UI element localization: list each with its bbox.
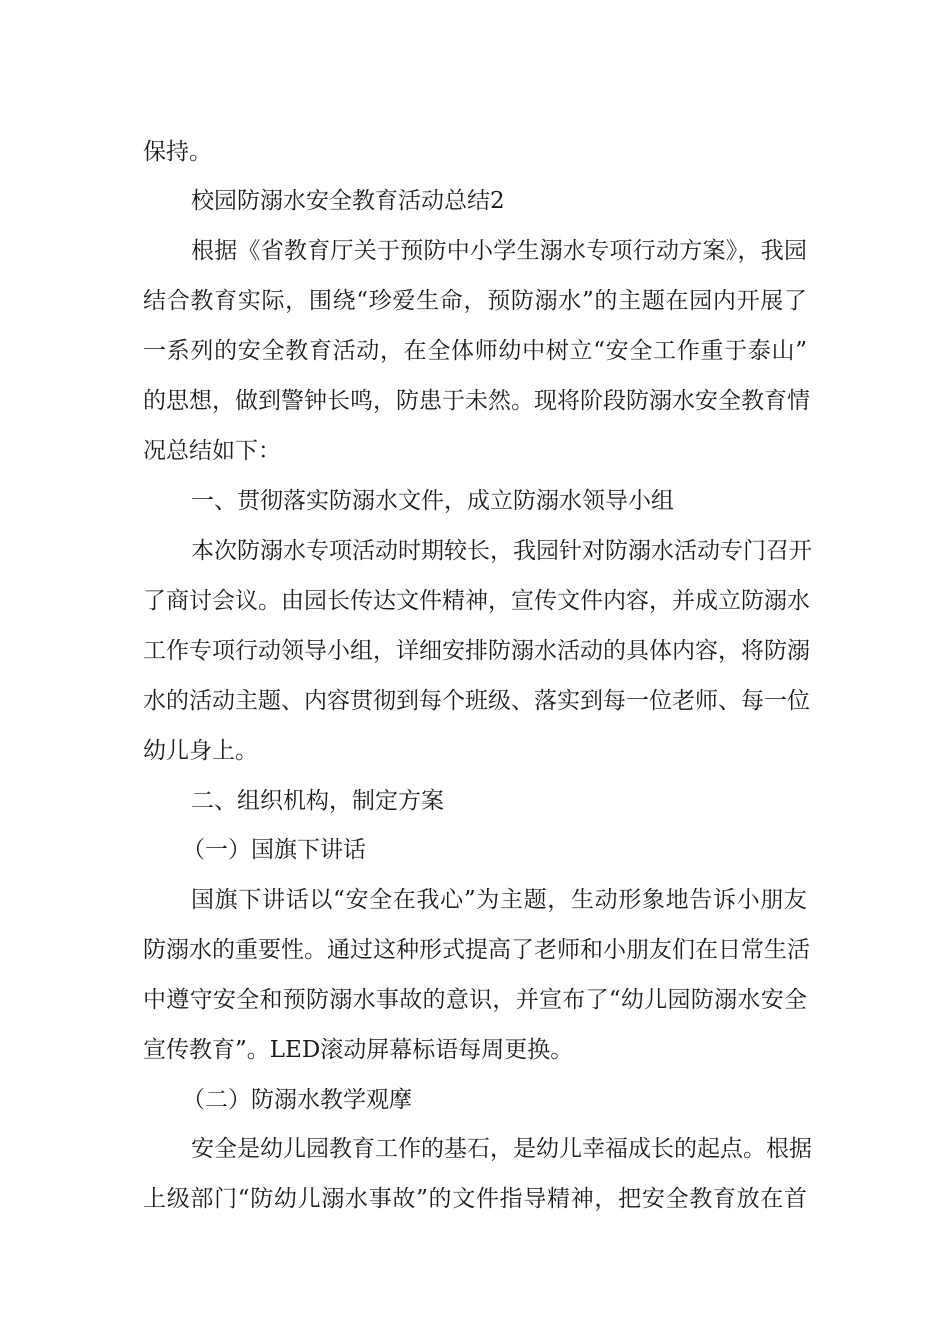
subheading-one: （一）国旗下讲话 — [182, 837, 366, 863]
heading-one: 一、贯彻落实防溺水文件，成立防溺水领导小组 — [191, 488, 674, 514]
section-title: 校园防溺水安全教育活动总结2 — [191, 188, 505, 214]
section-one-line-4: 水的活动主题、内容贯彻到每个班级、落实到每一位老师、每一位 — [143, 688, 810, 714]
continuation-text: 保持。 — [143, 139, 212, 165]
subheading-two: （二）防溺水教学观摩 — [182, 1087, 412, 1113]
sub-one-line-3: 中遵守安全和预防溺水事故的意识，并宣布了“幼儿园防溺水安全 — [143, 987, 807, 1013]
section-one-line-3: 工作专项行动领导小组，详细安排防溺水活动的具体内容，将防溺 — [143, 638, 810, 664]
intro-line-3: 一系列的安全教育活动，在全体师幼中树立“安全工作重于泰山” — [143, 338, 807, 364]
intro-line-2: 结合教育实际，围绕“珍爱生命，预防溺水”的主题在园内开展了 — [143, 288, 807, 314]
sub-one-line-4: 宣传教育”。LED滚动屏幕标语每周更换。 — [143, 1037, 574, 1063]
heading-two: 二、组织机构，制定方案 — [191, 788, 444, 814]
section-one-line-2: 了商讨会议。由园长传达文件精神，宣传文件内容，并成立防溺水 — [143, 588, 810, 614]
intro-line-4: 的思想，做到警钟长鸣，防患于未然。现将阶段防溺水安全教育情 — [143, 388, 810, 414]
sub-one-line-1: 国旗下讲话以“安全在我心”为主题，生动形象地告诉小朋友 — [191, 887, 807, 913]
sub-two-line-1: 安全是幼儿园教育工作的基石，是幼儿幸福成长的起点。根据 — [191, 1136, 812, 1162]
section-one-line-5: 幼儿身上。 — [143, 738, 258, 764]
intro-line-1: 根据《省教育厅关于预防中小学生溺水专项行动方案》，我园 — [191, 238, 807, 264]
section-one-line-1: 本次防溺水专项活动时期较长，我园针对防溺水活动专门召开 — [191, 538, 812, 564]
sub-one-line-2: 防溺水的重要性。通过这种形式提高了老师和小朋友们在日常生活 — [143, 937, 810, 963]
sub-two-line-2: 上级部门“防幼儿溺水事故”的文件指导精神，把安全教育放在首 — [143, 1186, 807, 1212]
intro-line-5: 况总结如下： — [143, 438, 281, 464]
